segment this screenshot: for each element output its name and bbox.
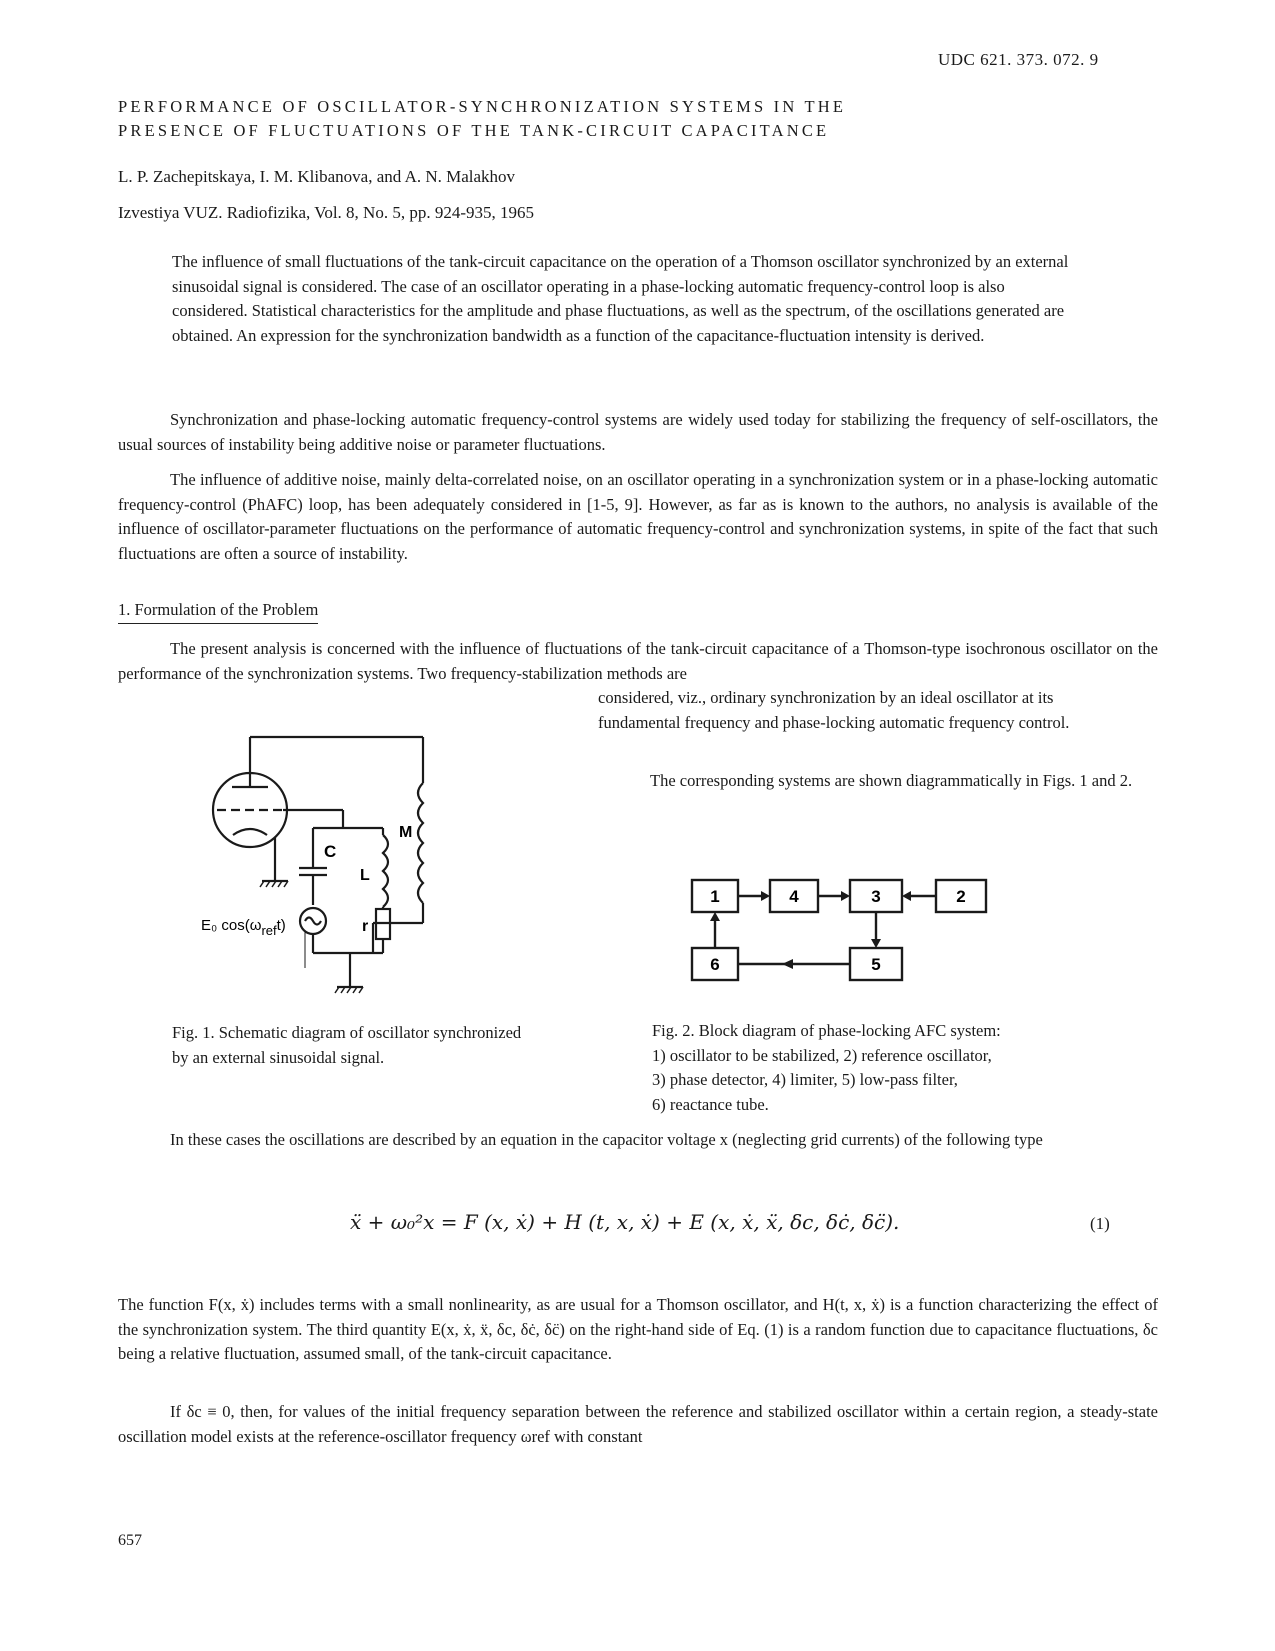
figure-2-caption-line-3: 3) phase detector, 4) limiter, 5) low-pass filter, (652, 1070, 958, 1089)
paragraph-formulation-cont: considered, viz., ordinary synchronization by an ideal oscillator at its fundamental frequency and phase-locking automatic frequency control. (598, 688, 1070, 732)
paragraph-intro: Synchronization and phase-locking automatic frequency-control systems are widely used today for stabilizing the frequency of self-oscillators, the usual sources of instability being additive noise or parameter fluctuations. (118, 410, 1158, 454)
abstract-text: The influence of small fluctuations of the tank-circuit capacitance on the operation of a Thomson oscillator synchronized by an external sinusoidal signal is considered. The case of an oscillator operating in a phase-locking automatic frequency-control loop is also considered. Statistical characteristics for the amplitude and phase fluctuations, as well as the spectrum, of the oscillations generated are obtained. An expression for the synchronization bandwidth as a function of the capacitance-fluctuation intensity is derived. (172, 252, 1069, 345)
equation-number: (1) (1090, 1214, 1110, 1233)
figure-2-caption-line-4: 6) reactance tube. (652, 1094, 769, 1114)
label-source (201, 917, 286, 938)
block-5-label: 5 (871, 955, 881, 974)
block-4-label: 4 (789, 887, 799, 906)
label-source-main: E₀ cos(ω (201, 917, 262, 934)
label-m: M (399, 824, 413, 841)
arrow-heads (710, 891, 911, 969)
section-heading-text: 1. Formulation of the Problem (118, 600, 318, 624)
block-2-label: 2 (956, 887, 966, 906)
page-number: 657 (118, 1532, 142, 1549)
figure-1-caption: Fig. 1. Schematic diagram of oscillator synchronized by an external sinusoidal signal. (172, 1023, 522, 1067)
paragraph-background: The influence of additive noise, mainly delta-correlated noise, on an oscillator operating in a synchronization system or in a phase-locking automatic frequency-control (PhAFC) loop, has been adequately considered in [1-5, 9]. However, as far as is known to the authors, no analysis is available of the influence of oscillator-parameter fluctuations on the performance of automatic frequency-control and synchronization systems, in spite of the fact that such fluctuations are often a source of instability. (118, 470, 1158, 563)
figure-2-caption-line-2: 1) oscillator to be stabilized, 2) reference oscillator, (652, 1045, 992, 1065)
figure-2-caption (652, 1019, 1112, 1117)
block-3-label: 3 (871, 887, 881, 906)
figure-2-caption-line-1: Fig. 2. Block diagram of phase-locking AFC system: (652, 1021, 1001, 1040)
title-line-1: PERFORMANCE OF OSCILLATOR-SYNCHRONIZATION SYSTEMS IN THE (118, 97, 847, 116)
paper-title (118, 95, 846, 143)
label-c: C (324, 842, 337, 861)
block-6-label: 6 (710, 955, 720, 974)
inductor-m-icon (418, 783, 423, 903)
source-citation: Izvestiya VUZ. Radiofizika, Vol. 8, No. 5, pp. 924-935, 1965 (118, 203, 534, 222)
paragraph-equation-intro: In these cases the oscillations are described by an equation in the capacitor voltage x (neglecting grid currents) of the following type (170, 1130, 1043, 1149)
inductor-l-icon (383, 835, 388, 907)
equation-1: ẍ + ω₀²x = F (x, ẋ) + H (t, x, ẋ) + E (x, ẋ, ẍ, δc, δċ, δc̈). (350, 1210, 900, 1234)
paragraph-function-description: The function F(x, ẋ) includes terms with a small nonlinearity, as are usual for a Thomson oscillator, and H(t, x, ẋ) is a function characterizing the effect of the synchronization system. The third quantity E(x, ẋ, ẍ, δc, δċ, δc̈) on the right-hand side of Eq. (1) is a random function due to capacitance fluctuations, δc being a relative fluctuation, assumed small, of the tank-circuit capacitance. (118, 1295, 1158, 1363)
paragraph-formulation-start: The present analysis is concerned with the influence of fluctuations of the tank-circuit capacitance of a Thomson-type isochronous oscillator on the performance of the synchronization systems. Two frequency-stabilization methods are (118, 639, 1158, 683)
label-r: r (362, 918, 369, 935)
figure-2-block-diagram (690, 876, 1020, 991)
abstract (172, 250, 1077, 348)
label-l: L (360, 867, 370, 884)
authors: L. P. Zachepitskaya, I. M. Klibanova, and A. N. Malakhov (118, 167, 516, 186)
paragraph-steady-state: If δc ≡ 0, then, for values of the initial frequency separation between the reference and stabilized oscillator within a certain region, a steady-state oscillation model exists at the reference-oscillator frequency ωref with constant (118, 1402, 1158, 1446)
paragraph-figures-ref: The corresponding systems are shown diagrammatically in Figs. 1 and 2. (650, 771, 1133, 790)
block-1-label: 1 (710, 887, 720, 906)
udc-code: UDC 621. 373. 072. 9 (938, 50, 1099, 69)
section-heading (118, 600, 318, 620)
figure-1-schematic (195, 725, 465, 1005)
title-line-2: PRESENCE OF FLUCTUATIONS OF THE TANK-CIRCUIT CAPACITANCE (118, 121, 830, 140)
label-source-sub: ref (261, 923, 277, 938)
label-source-end: t) (276, 917, 286, 934)
